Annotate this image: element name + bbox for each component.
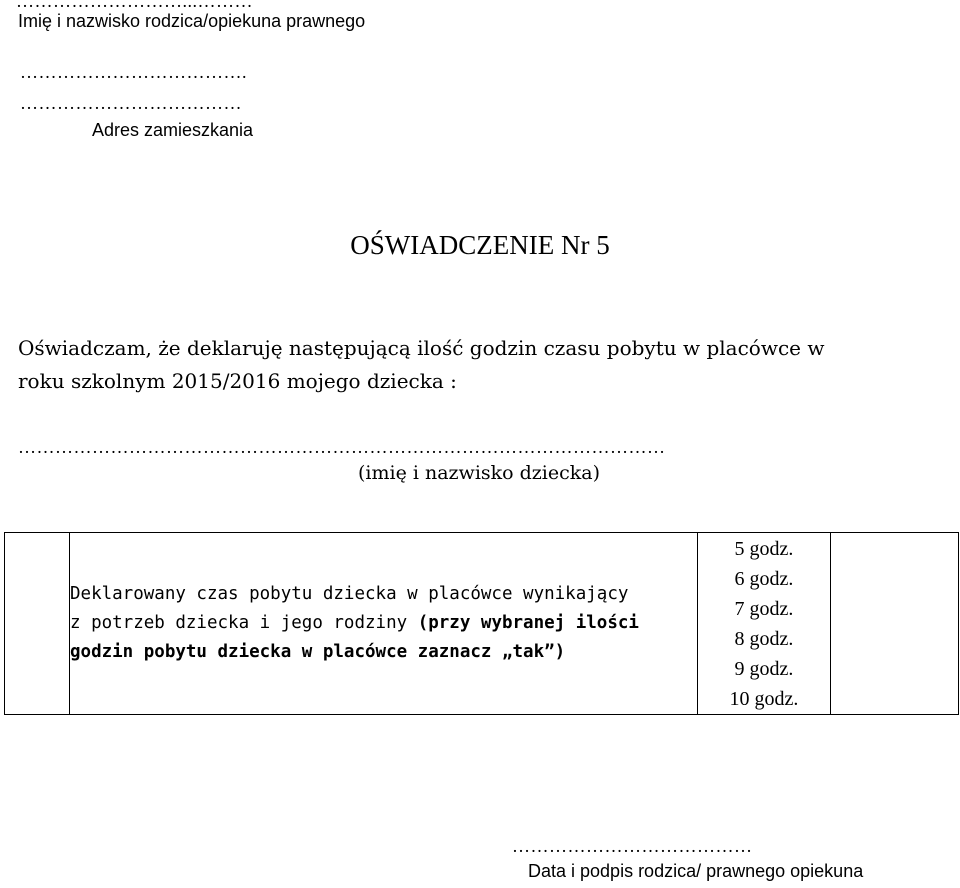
declaration-description-cell <box>70 533 698 715</box>
document-title: OŚWIADCZENIE Nr 5 <box>350 230 610 260</box>
declaration-text-line-1: Deklarowany czas pobytu dziecka w placówce wynikający <box>70 584 629 604</box>
address-dots-line-1: ………………………………. <box>20 62 247 82</box>
declaration-text-line-2-bold: (przy wybranej ilości <box>417 613 639 633</box>
child-name-dots: …………………………………………………………………………………………… <box>18 437 666 457</box>
hours-option-8: 8 godz. <box>734 627 794 650</box>
declaration-table <box>4 532 959 715</box>
hours-option-9: 9 godz. <box>734 657 794 680</box>
address-label: Adres zamieszkania <box>92 120 254 140</box>
declaration-text-line-2-plain: z potrzeb dziecka i jego rodziny <box>70 613 418 633</box>
declaration-text-line-2 <box>70 609 697 638</box>
parent-name-dots: ………………………...……… <box>16 0 253 11</box>
yes-mark-cell[interactable] <box>831 533 959 715</box>
statement-paragraph <box>18 332 958 398</box>
address-dots-line-2: ……………………………… <box>20 93 242 113</box>
signature-dots: ………………………………… <box>512 836 753 856</box>
statement-line-1: Oświadczam, że deklaruję następującą ilość godzin czasu pobytu w placówce w <box>18 336 825 360</box>
hours-option-7: 7 godz. <box>734 597 794 620</box>
signature-label: Data i podpis rodzica/ prawnego opiekuna <box>528 861 864 881</box>
hours-option-10: 10 godz. <box>729 687 799 710</box>
hours-option-6: 6 godz. <box>734 567 794 590</box>
checkbox-column-cell <box>5 533 70 715</box>
hours-options-cell <box>698 533 831 715</box>
child-name-label: (imię i nazwisko dziecka) <box>358 462 601 484</box>
parent-name-label: Imię i nazwisko rodzica/opiekuna prawnego <box>18 11 366 31</box>
statement-line-2: roku szkolnym 2015/2016 mojego dziecka : <box>18 369 457 393</box>
hours-option-5: 5 godz. <box>734 537 794 560</box>
declaration-text-line-3: godzin pobytu dziecka w placówce zaznacz „tak”) <box>70 642 566 662</box>
